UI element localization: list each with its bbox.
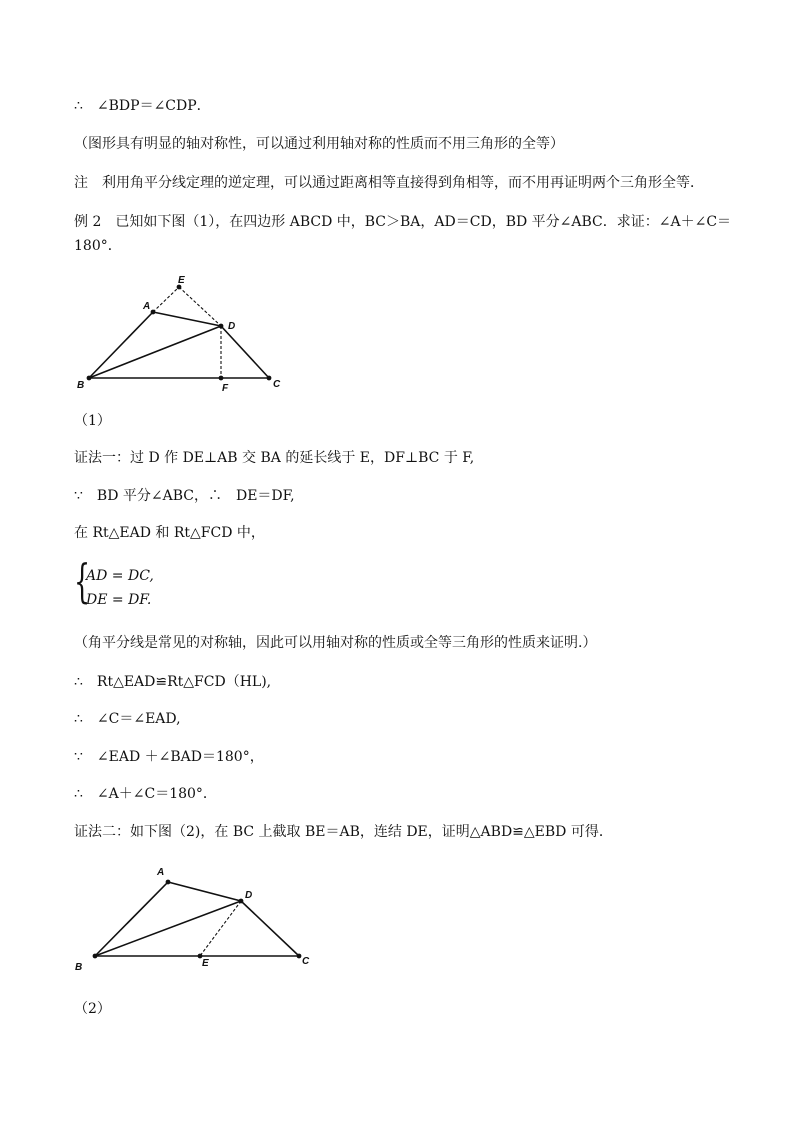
text-line-example: 例 2 已知如下图（1），在四边形 ABCD 中，BC＞BA，AD＝CD，BD 平分∠ABC．求证：∠A＋∠C＝ <box>74 214 732 230</box>
text-line-conclusion: ∴ ∠BDP＝∠CDP． <box>74 98 211 114</box>
text-line-note: 注 利用角平分线定理的逆定理，可以通过距离相等直接得到角相等，而不用再证明两个三角形全等． <box>74 175 704 191</box>
text-line-triangles: 在 Rt△EAD 和 Rt△FCD 中， <box>74 525 265 541</box>
text-line-result: ∴ ∠A＋∠C＝180°． <box>74 786 217 802</box>
equation-1: AD = DC, <box>86 568 154 584</box>
text-line-example-cont: 180°． <box>74 238 122 254</box>
label-E: E <box>202 958 209 969</box>
label-B: B <box>77 380 85 391</box>
label-A: A <box>143 301 151 312</box>
text-line-supplementary: ∵ ∠EAD ＋∠BAD＝180°， <box>74 749 264 765</box>
text-line-angle-c: ∴ ∠C＝∠EAD, <box>74 711 181 727</box>
label-C: C <box>273 379 281 390</box>
figure-2 <box>70 860 330 975</box>
figure-1-caption: （1） <box>74 413 111 429</box>
label-A: A <box>157 867 165 878</box>
text-line-remark: （图形具有明显的轴对称性，可以通过利用轴对称的性质而不用三角形的全等） <box>74 136 564 152</box>
brace-symbol: { <box>74 554 91 608</box>
label-E: E <box>178 275 185 286</box>
text-line-because: ∵ BD 平分∠ABC，∴ DE＝DF, <box>74 488 295 504</box>
label-D: D <box>228 321 236 332</box>
figure-2-caption: （2） <box>74 1001 111 1017</box>
label-B: B <box>75 962 83 973</box>
figure-1 <box>70 270 290 395</box>
text-line-congruent: ∴ Rt△EAD≌Rt△FCD（HL), <box>74 674 272 690</box>
text-line-proof1: 证法一：过 D 作 DE⊥AB 交 BA 的延长线于 E，DF⊥BC 于 F, <box>74 450 475 466</box>
label-D: D <box>245 890 253 901</box>
label-C: C <box>302 956 310 967</box>
equation-2: DE = DF. <box>86 592 152 608</box>
text-line-remark2: （角平分线是常见的对称轴，因此可以用轴对称的性质或全等三角形的性质来证明.） <box>74 635 597 651</box>
label-F: F <box>222 383 229 394</box>
text-line-proof2: 证法二：如下图（2)，在 BC 上截取 BE＝AB，连结 DE，证明△ABD≌△EBD 可得． <box>74 824 613 840</box>
